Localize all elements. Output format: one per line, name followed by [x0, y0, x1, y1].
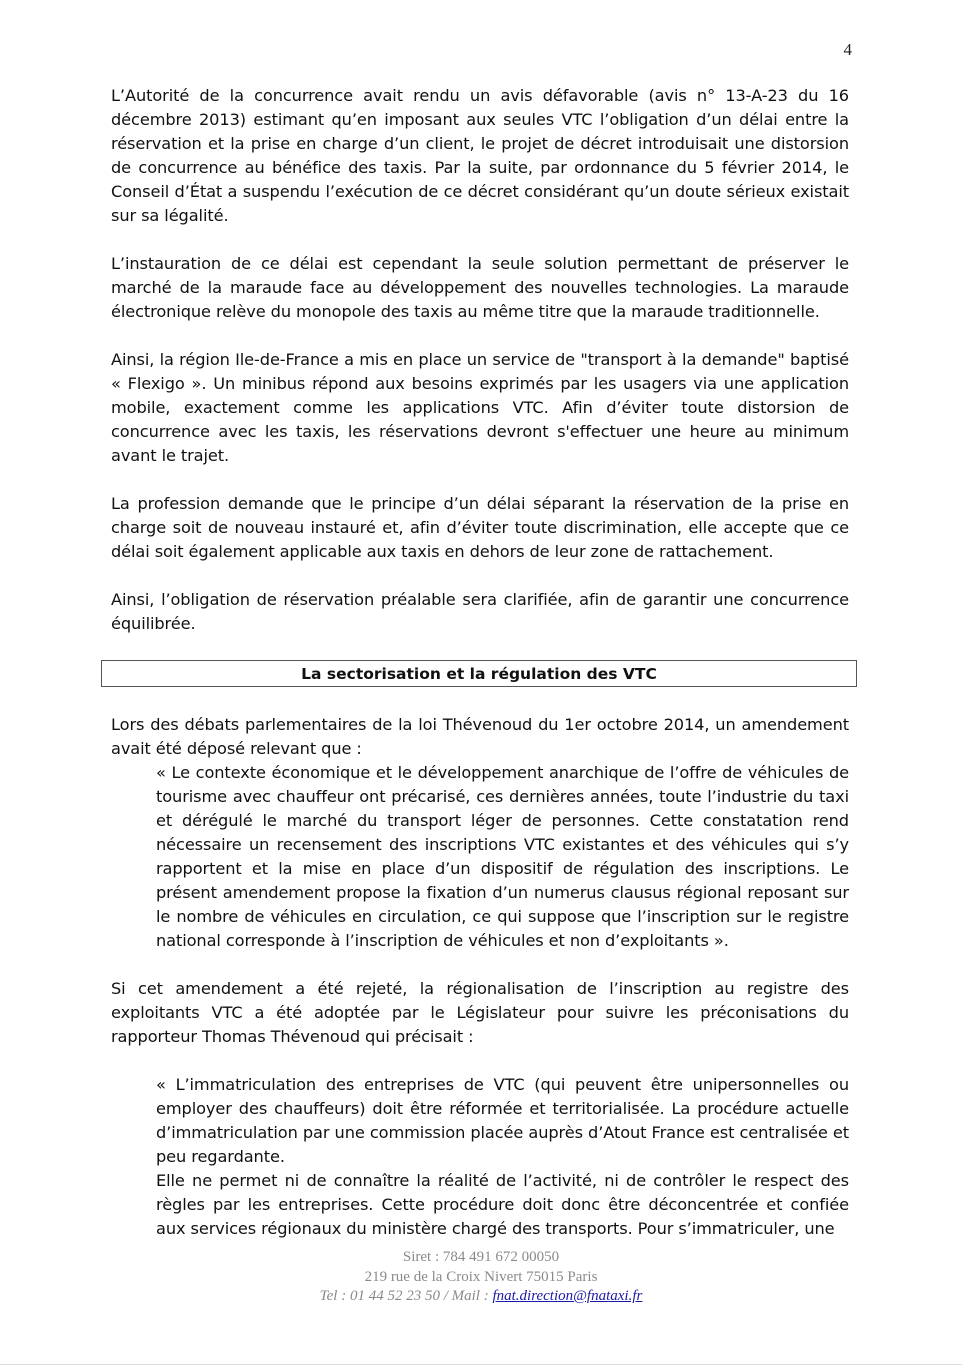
page-footer: [0, 1248, 962, 1307]
paragraph-instauration-delai: L’instauration de ce délai est cependant la seule solution permettant de préserver le marché de la maraude face au développement des nouvelles technologies. La maraude électronique relève du monopole des taxis au même titre que la maraude traditionnelle.: [111, 254, 849, 321]
section-heading-box: [101, 660, 857, 687]
bottom-divider: [0, 1364, 962, 1365]
footer-contact-text: Tel : 01 44 52 23 50 / Mail :: [319, 1288, 493, 1304]
paragraph-profession-demande: La profession demande que le principe d’un délai séparant la réservation de la prise en charge soit de nouveau instauré et, afin d’éviter toute discrimination, elle accepte que ce délai soit également applicable aux taxis en dehors de leur zone de rattachement.: [111, 494, 849, 561]
document-body: [111, 84, 849, 1241]
paragraph-amendement-rejete: Si cet amendement a été rejeté, la régionalisation de l’inscription au registre des exploitants VTC a été adoptée par le Législateur pour suivre les préconisations du rapporteur Thomas Thévenoud qui précisait :: [111, 979, 849, 1046]
quote-amendement: « Le contexte économique et le développement anarchique de l’offre de véhicules de tourisme avec chauffeur ont précarisé, ces dernières années, toute l’industrie du taxi et dérégulé le marché du transport léger de personnes. Cette constatation rend nécessaire un recensement des inscriptions VTC existantes et des véhicules qui s’y rapportent et la mise en place d’un dispositif de régulation des inscriptions. Le présent amendement propose la fixation d’un numerus clausus régional reposant sur le nombre de véhicules en circulation, ce qui suppose que l’inscription sur le registre national corresponde à l’inscription de véhicules et non d’exploitants ».: [156, 763, 849, 950]
quote-procedure-deconcentree: Elle ne permet ni de connaître la réalité de l’activité, ni de contrôler le respect des règles par les entreprises. Cette procédure doit donc être déconcentrée et confiée aux services régionaux du ministère chargé des transports. Pour s’immatriculer, une: [156, 1171, 849, 1238]
section-heading: La sectorisation et la régulation des VTC: [301, 664, 657, 683]
quote-immatriculation: « L’immatriculation des entreprises de VTC (qui peuvent être unipersonnelles ou employer des chauffeurs) doit être réformée et territorialisée. La procédure actuelle d’immatriculation par une commission placée auprès d’Atout France est centralisée et peu regardante.: [156, 1075, 849, 1166]
paragraph-debats-parlementaires: Lors des débats parlementaires de la loi Thévenoud du 1er octobre 2014, un amendement avait été déposé relevant que :: [111, 715, 849, 758]
footer-contact: [0, 1287, 962, 1307]
paragraph-reservation-prealable: Ainsi, l’obligation de réservation préalable sera clarifiée, afin de garantir une concurrence équilibrée.: [111, 590, 849, 633]
paragraph-flexigo: Ainsi, la région Ile-de-France a mis en place un service de "transport à la demande" baptisé « Flexigo ». Un minibus répond aux besoins exprimés par les usagers via une application mobile, exactement comme les applications VTC. Afin d’éviter toute distorsion de concurrence avec les taxis, les réservations devront s'effectuer une heure au minimum avant le trajet.: [111, 350, 849, 465]
footer-email-link[interactable]: fnat.direction@fnataxi.fr: [492, 1288, 643, 1304]
footer-address: 219 rue de la Croix Nivert 75015 Paris: [364, 1268, 598, 1285]
footer-siret: Siret : 784 491 672 00050: [402, 1249, 560, 1265]
paragraph-autorite-concurrence: L’Autorité de la concurrence avait rendu un avis défavorable (avis n° 13-A-23 du 16 décembre 2013) estimant qu’en imposant aux seules VTC l’obligation d’un délai entre la réservation et la prise en charge d’un client, le projet de décret introduisait une distorsion de concurrence au bénéfice des taxis. Par la suite, par ordonnance du 5 février 2014, le Conseil d’État a suspendu l’exécution de ce décret considérant qu’un doute sérieux existait sur sa légalité.: [111, 86, 849, 225]
page-number: 4: [843, 40, 852, 59]
